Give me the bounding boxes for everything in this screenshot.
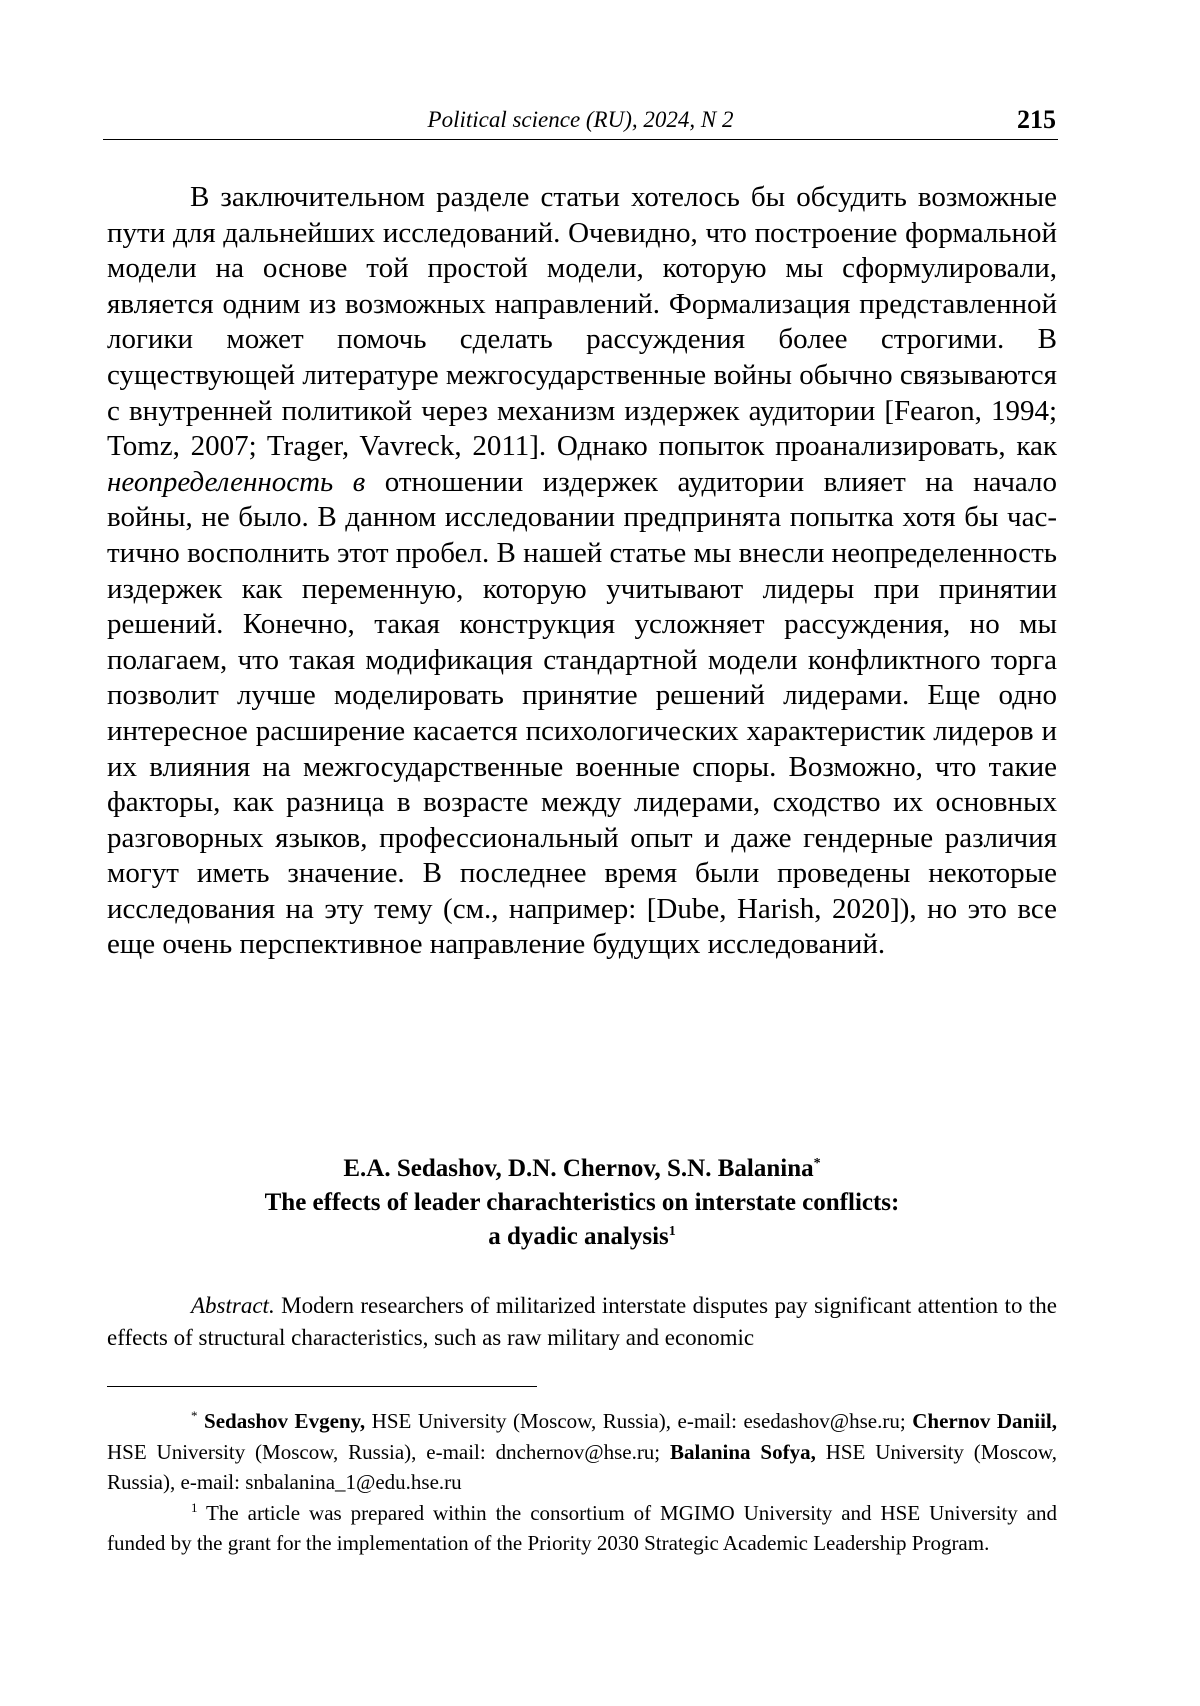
authors-footnote-mark: * (814, 1156, 821, 1171)
journal-title: Political science (RU), 2024, N 2 (103, 107, 1058, 133)
footnote-funding (107, 1498, 1057, 1559)
article-authors: E.A. Sedashov, D.N. Chernov, S.N. Balanina (343, 1155, 813, 1182)
page-number: 215 (1017, 105, 1056, 135)
italic-phrase: неопределен­ность в (107, 466, 365, 498)
title-footnote-mark: 1 (669, 1224, 676, 1239)
authors-line (107, 1152, 1057, 1186)
footnote-authors (107, 1406, 1057, 1498)
article-title-line2: a dyadic analysis (488, 1223, 669, 1250)
main-text (107, 180, 1057, 963)
funding-text: The article was prepared within the consortium of MGIMO University and HSE University and funded by the grant for the implementation of the Priority 2030 Strategic Academic Leadership Program. (107, 1501, 1057, 1556)
footnotes (107, 1406, 1057, 1559)
author2-name: Chernov Daniil, (912, 1409, 1057, 1433)
author1-name: Sedashov Evgeny, (204, 1409, 365, 1433)
article-heading (107, 1152, 1057, 1254)
footnote-mark-one: 1 (191, 1500, 198, 1515)
running-header (103, 103, 1058, 140)
abstract-text: Modern researchers of militarized interstate disputes pay significant attention to the effects of structural characteristics, such as raw military and economic (107, 1293, 1057, 1350)
author3-name: Balanina Sofya, (670, 1440, 816, 1464)
paragraph-text-start: В заключительном разделе статьи хотелось бы обсудить воз­можные пути для дальнейших исследований. Очевидно, что построе­ние формальной модели на основе той простой модели, которую мы сформулировали, является одним из возможных направлений. Фор­мализация представленной логики может помочь сделать рассужде­ния более строгими. В существующей литературе межгосударствен­ные войны обычно связываются с внутренней политикой через механизм издержек аудитории [Fearon, 1994; Tomz, 2007; Trager, Vavreck, 2011]. Однако попыток проанализировать, как (107, 181, 1057, 462)
author1-info: HSE University (Moscow, Russia), e-mail: esedashov@hse.ru; (365, 1409, 912, 1433)
abstract-paragraph (107, 1290, 1057, 1354)
footnote-mark-star: * (191, 1408, 198, 1423)
paragraph-text-end: отношении издержек аудитории влияет на начало войны, не было. В данном исследовании предпринята попытка хотя бы час­тично восполнить этот пробел. В нашей статье мы внесли неопре­деленность издержек как переменную, которую учитывают лидеры при принятии решений. Конечно, такая конструкция усложняет рассуждения, но мы полагаем, что такая модификация стандартной модели конфликтного торга позволит лучше моделировать приня­тие решений лидерами. Еще одно интересное расширение касается психологических характеристик лидеров и их влияния на межгосу­дарственные военные споры. Возможно, что такие факторы, как разница в возрасте между лидерами, сходство их основных разго­ворных языков, профессиональный опыт и даже гендерные разли­чия могут иметь значение. В последнее время были проведены не­которые исследования на эту тему (см., например: [Dube, Harish, 2020]), но это все еще очень перспективное направление будущих исследований. (107, 466, 1057, 961)
article-title-line1: The effects of leader charachteristics on interstate conflicts: (107, 1186, 1057, 1220)
footnote-divider (107, 1386, 537, 1387)
author2-info: HSE University (Moscow, Russia), e-mail: dnchernov@hse.ru; (107, 1440, 670, 1464)
abstract (107, 1290, 1057, 1354)
title-line2 (107, 1220, 1057, 1254)
body-paragraph (107, 180, 1057, 963)
author3-info: HSE University (Moscow, Russia), e-mail: snbalanina_1@edu.hse.ru (107, 1440, 1057, 1495)
abstract-label: Abstract. (191, 1293, 275, 1318)
